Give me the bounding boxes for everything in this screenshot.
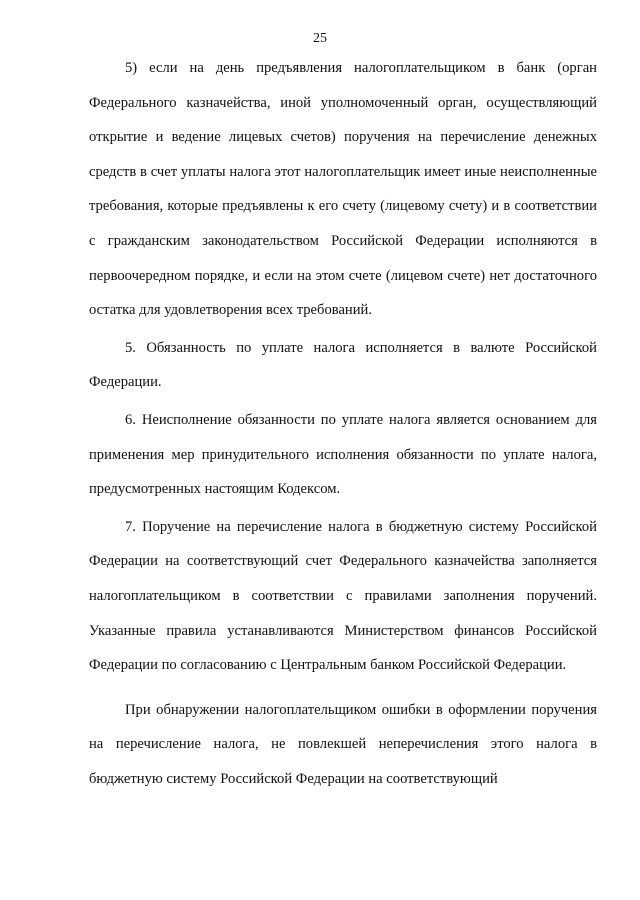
- page-number: 25: [313, 31, 327, 46]
- paragraph-point-7-payment-order: 7. Поручение на перечисление налога в бюджетную систему Российской Федерации на соответствующий счет Федерального казначейства заполняется налогоплательщиком в соответствии с правилами заполнения поручений. Указанные правила устанавливаются Министерством финансов Российской Федерации по согласованию с Центральным банком Российской Федерации.: [89, 518, 597, 674]
- paragraph-error-detection: При обнаружении налогоплательщиком ошибки в оформлении поручения на перечисление налога, не повлекшей неперечисления этого налога в бюджетную систему Российской Федерации на соответствующий: [89, 701, 597, 787]
- paragraph-point-6-non-fulfillment: 6. Неисполнение обязанности по уплате налога является основанием для применения мер принудительного исполнения обязанности по уплате налога, предусмотренных настоящим Кодексом.: [89, 411, 597, 498]
- paragraph-point-5-currency: 5. Обязанность по уплате налога исполняется в валюте Российской Федерации.: [89, 339, 597, 391]
- document-body: [89, 51, 597, 796]
- paragraph-item-5-conditions: 5) если на день предъявления налогоплательщиком в банк (орган Федерального казначейства, иной уполномоченный орган, осуществляющий открытие и ведение лицевых счетов) поручения на перечисление денежных средств в счет уплаты налога этот налогоплательщик имеет иные неисполненные требования, которые предъявлены к его счету (лицевому счету) и в соответствии с гражданским законодательством Российской Федерации исполняются в первоочередном порядке, и если на этом счете (лицевом счете) нет достаточного остатка для удовлетворения всех требований.: [89, 60, 597, 319]
